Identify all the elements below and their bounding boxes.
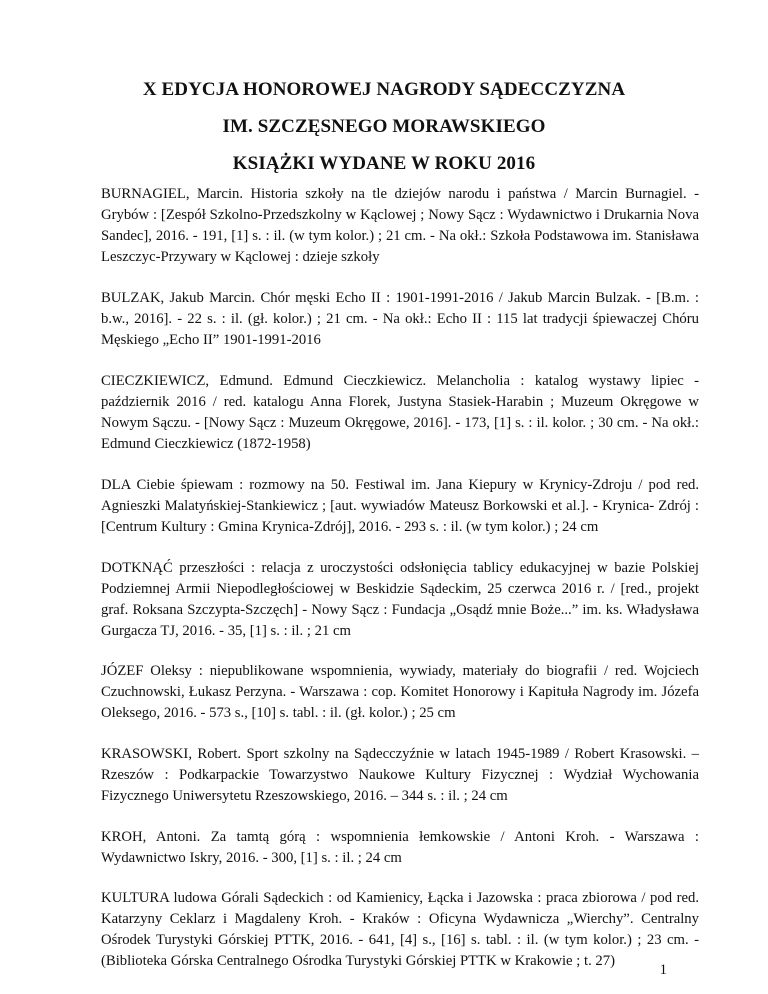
header-title-line-2: IM. SZCZĘSNEGO MORAWSKIEGO [222,116,546,137]
bibliography-entry: DLA Ciebie śpiewam : rozmowy na 50. Festiwal im. Jana Kiepury w Krynicy-Zdroju / pod red. Agnieszki Malatyńskiej-Stankiewicz ; [aut. wywiadów Mateusz Borkowski et al.]. - Krynica- Zdrój : [Centrum Kultury : Gmina Krynica-Zdrój], 2016. - 293 s. : il. (w tym kolor.) ; 24 cm [101,476,699,535]
bibliography-entry: KROH, Antoni. Za tamtą górą : wspomnienia łemkowskie / Antoni Kroh. - Warszawa : Wydawnictwo Iskry, 2016. - 300, [1] s. : il. ; 24 cm [101,828,699,866]
page-number: 1 [659,962,667,978]
bibliography-entry: BULZAK, Jakub Marcin. Chór męski Echo II : 1901-1991-2016 / Jakub Marcin Bulzak. - [B.m. : b.w., 2016]. - 22 s. : il. (gł. kolor.) ; 21 cm. - Na okł.: Echo II : 115 lat tradycji śpiewaczej Chóru Męskiego „Echo II” 1901-1991-2016 [101,289,699,348]
bibliography-entry: DOTKNĄĆ przeszłości : relacja z uroczystości odsłonięcia tablicy edukacyjnej w bazie Polskiej Podziemnej Armii Niepodległościowej w Beskidzie Sądeckim, 25 czerwca 2016 r. / [red., projekt graf. Roksana Szczypta-Szczęch] - Nowy Sącz : Fundacja „Osądź mnie Boże...” im. ks. Władysława Gurgacza TJ, 2016. - 35, [1] s. : il. ; 21 cm [101,559,699,639]
bibliography-list [101,184,699,992]
bibliography-entry: KULTURA ludowa Górali Sądeckich : od Kamienicy, Łącka i Jazowska : praca zbiorowa / pod red. Katarzyny Ceklarz i Magdaleny Kroh. - Kraków : Oficyna Wydawnicza „Wierchy”. Centralny Ośrodek Turystyki Górskiej PTTK, 2016. - 641, [4] s., [16] s. tabl. : il. (w tym kolor.) ; 23 cm. - (Biblioteka Górska Centralnego Ośrodka Turystyki Górskiej PTTK w Krakowie ; t. 27) [101,890,699,970]
bibliography-entry: CIECZKIEWICZ, Edmund. Edmund Cieczkiewicz. Melancholia : katalog wystawy lipiec - październik 2016 / red. katalogu Anna Florek, Justyna Stasiek-Harabin ; Muzeum Okręgowe w Nowym Sączu. - [Nowy Sącz : Muzeum Okręgowe, 2016]. - 173, [1] s. : il. kolor. ; 30 cm. - Na okł.: Edmund Cieczkiewicz (1872-1958) [101,373,699,453]
document-header [0,80,768,191]
header-title-line-3: KSIĄŻKI WYDANE W ROKU 2016 [232,153,536,174]
bibliography-entry: KRASOWSKI, Robert. Sport szkolny na Sądecczyźnie w latach 1945-1989 / Robert Krasowski. – Rzeszów : Podkarpackie Towarzystwo Naukowe Kultury Fizycznej : Wydział Wychowania Fizycznego Uniwersytetu Rzeszowskiego, 2016. – 344 s. : il. ; 24 cm [101,745,699,804]
header-title-line-1: X EDYCJA HONOROWEJ NAGRODY SĄDECCZYZNA [142,79,626,100]
bibliography-entry: BURNAGIEL, Marcin. Historia szkoły na tle dziejów narodu i państwa / Marcin Burnagiel. - Grybów : [Zespół Szkolno-Przedszkolny w Kąclowej ; Nowy Sącz : Wydawnictwo i Drukarnia Nova Sandec], 2016. - 191, [1] s. : il. (w tym kolor.) ; 21 cm. - Na okł.: Szkoła Podstawowa im. Stanisława Leszczyc-Przywary w Kąclowej : dzieje szkoły [101,186,699,265]
bibliography-entry: JÓZEF Oleksy : niepublikowane wspomnienia, wywiady, materiały do biografii / red. Wojciech Czuchnowski, Łukasz Perzyna. - Warszawa : cop. Komitet Honorowy i Kapituła Nagrody im. Józefa Oleksego, 2016. - 573 s., [10] s. tabl. : il. (gł. kolor.) ; 25 cm [101,663,699,722]
